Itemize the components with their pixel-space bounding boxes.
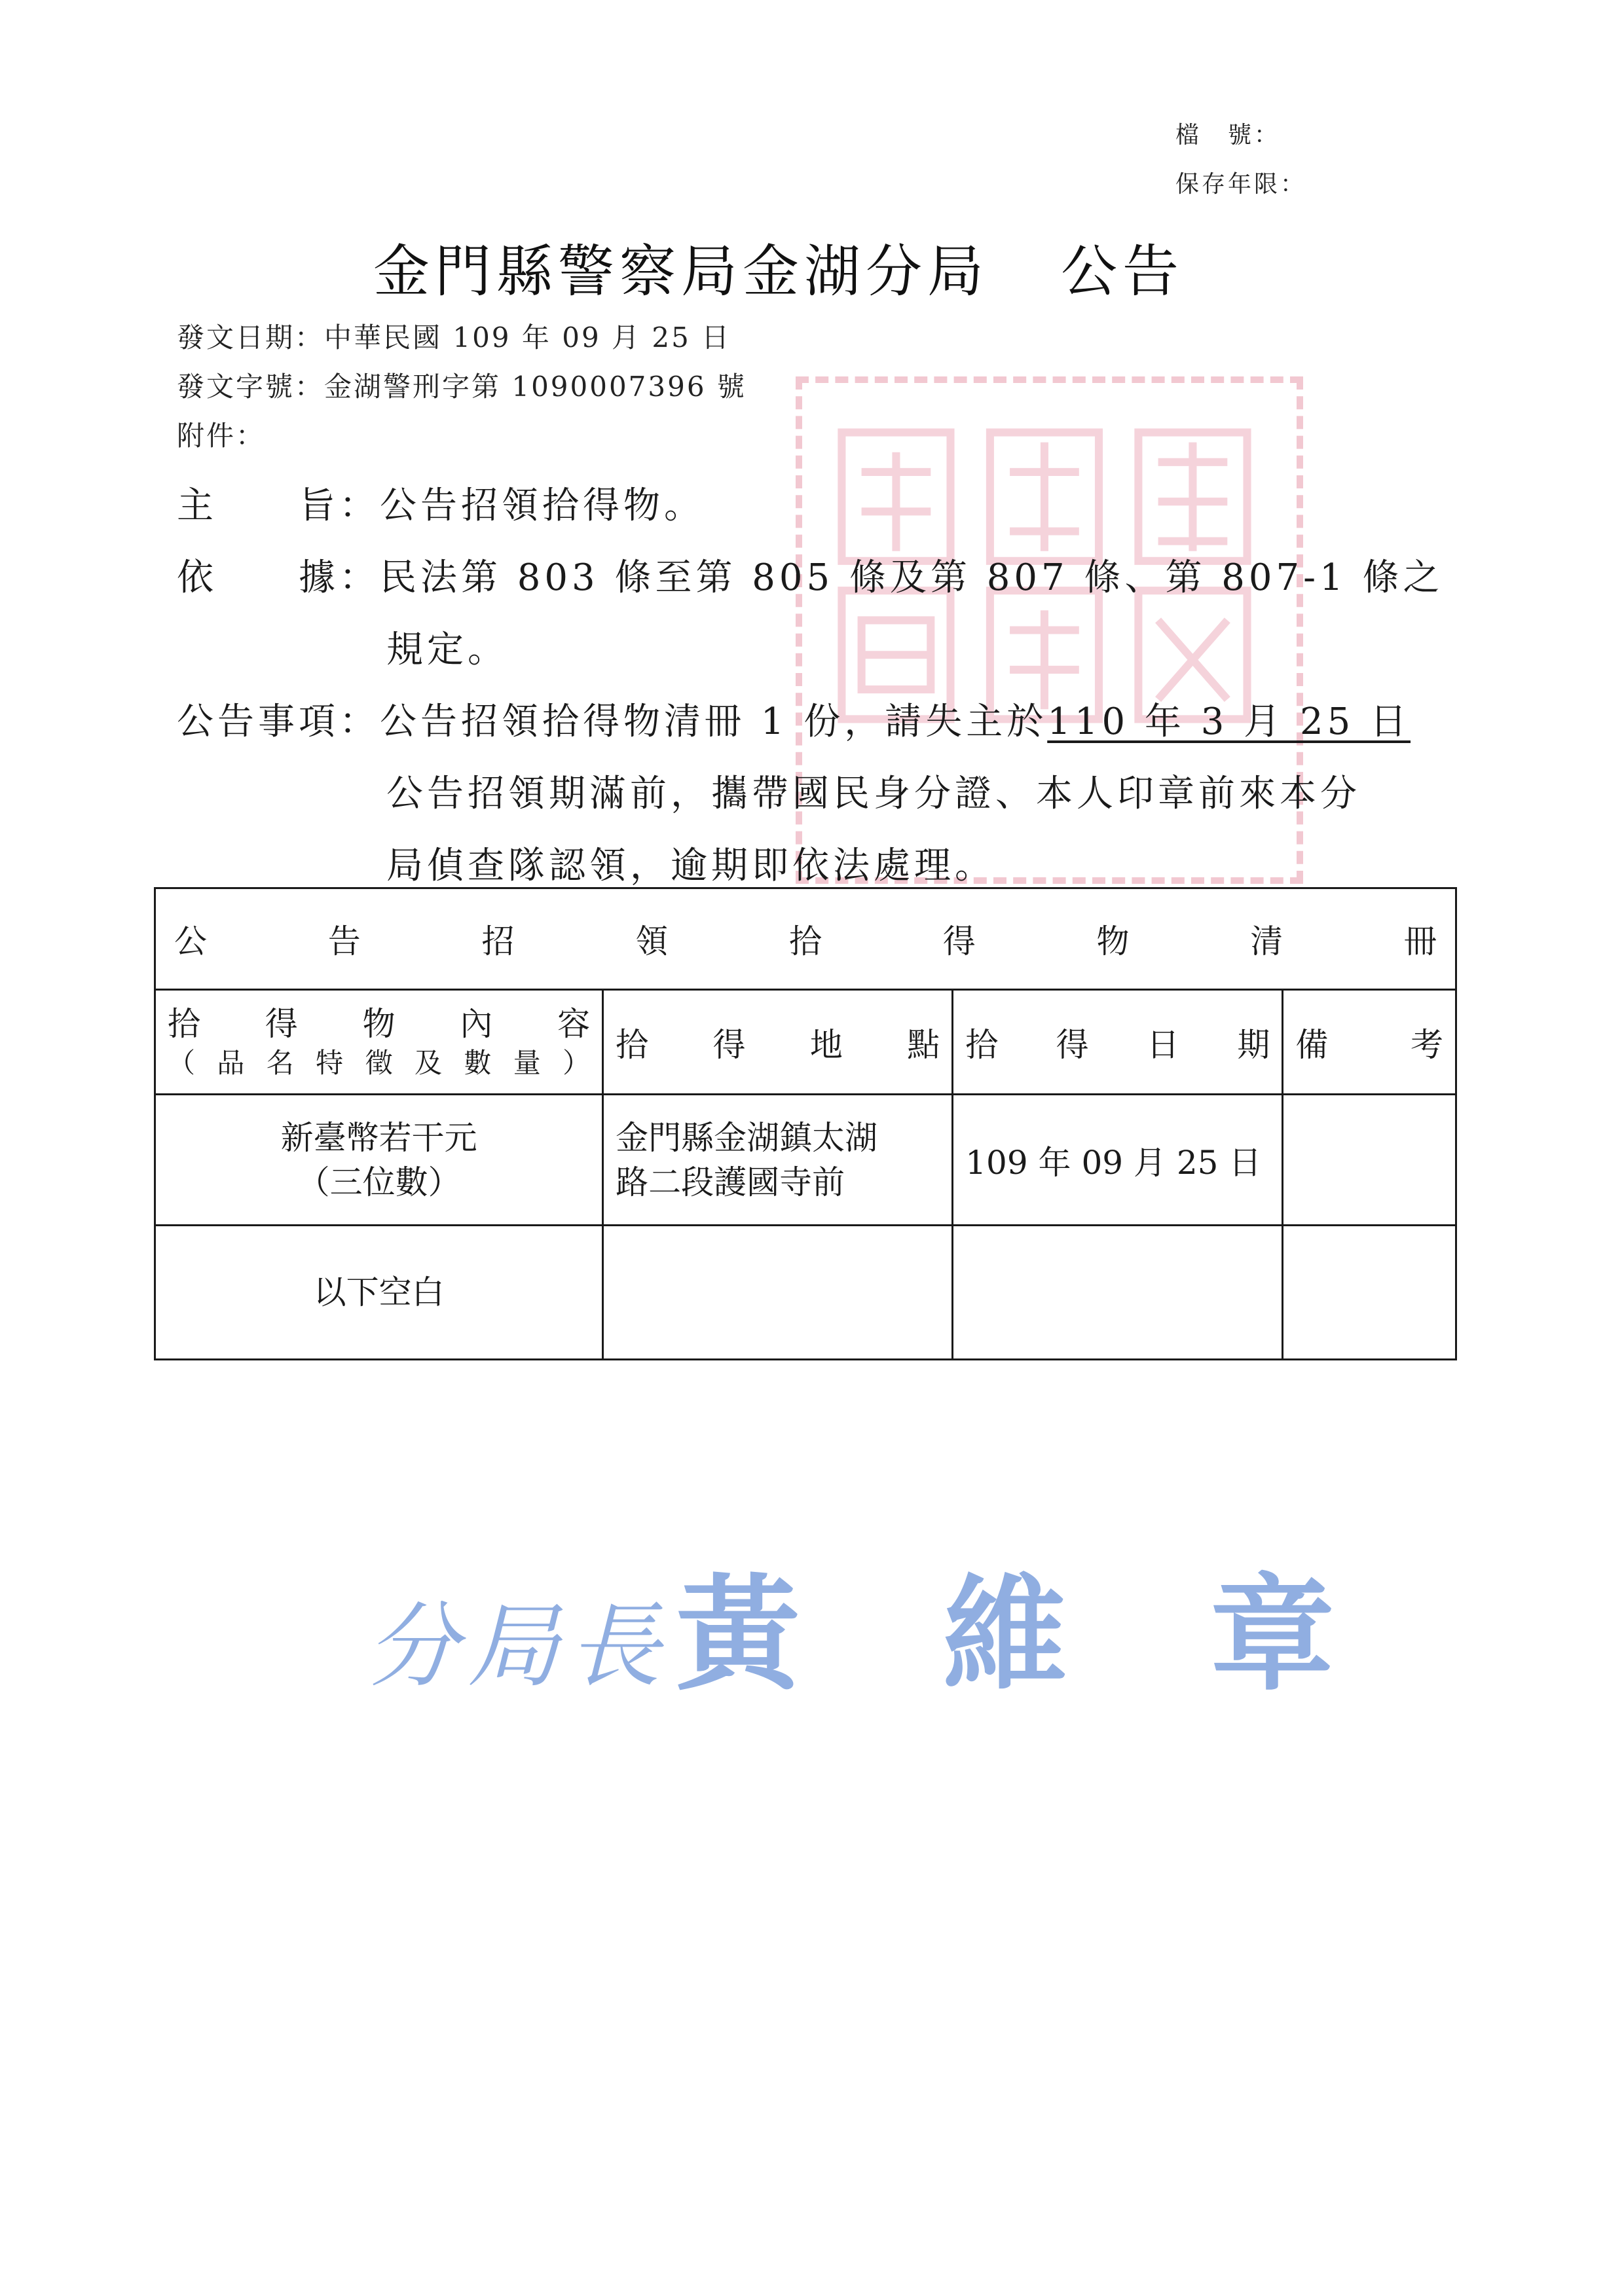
table-title-char: 領	[635, 922, 669, 960]
found-location-line: 路二段護國寺前	[616, 1163, 845, 1201]
header-char: 拾	[965, 1025, 999, 1064]
table-row	[155, 1226, 1456, 1360]
header-char: 量	[513, 1046, 541, 1079]
table-title	[155, 888, 1456, 990]
table-title-char: 招	[481, 922, 515, 960]
header-char: 特	[316, 1046, 344, 1079]
found-location-cell	[603, 1095, 953, 1226]
signer-name: 黃 維 章	[676, 1561, 1344, 1707]
header-char: 拾	[616, 1025, 649, 1064]
header-char: 名	[266, 1046, 294, 1079]
claim-deadline: 110 年 3 月 25 日	[1047, 701, 1411, 743]
notice-text-line-3: 局偵查隊認領，逾期即依法處理。	[386, 845, 995, 887]
subject-label: 主 旨：	[177, 484, 380, 527]
header-found-date	[953, 990, 1283, 1095]
notice-text-line-2: 公告招領期滿前，攜帶國民身分證、本人印章前來本分	[386, 773, 1361, 815]
header-char: 得	[712, 1025, 746, 1064]
document-type: 公告	[1061, 239, 1184, 304]
table-title-char: 拾	[789, 922, 822, 960]
found-date-cell	[953, 1226, 1283, 1360]
table-title-char: 得	[942, 922, 976, 960]
header-char: 地	[809, 1025, 843, 1064]
header-char: 數	[464, 1046, 492, 1079]
table-row	[155, 1095, 1456, 1226]
header-char: 品	[217, 1046, 245, 1079]
header-char: ）	[563, 1046, 591, 1079]
header-char: 得	[265, 1004, 298, 1043]
notice-line	[177, 693, 1411, 745]
item-description-cell	[155, 1226, 603, 1360]
basis-text: 民法第 803 條至第 805 條及第 807 條、第 807-1 條之	[380, 556, 1444, 599]
header-char: 徵	[365, 1046, 393, 1079]
header-char: 點	[907, 1025, 940, 1064]
header-char: 拾	[168, 1004, 200, 1043]
notice-text: 公告招領拾得物清冊 1 份，請失主於	[380, 701, 1048, 743]
attachment-label: 附件：	[177, 420, 266, 452]
header-char: 得	[1056, 1025, 1089, 1064]
found-date-cell	[953, 1095, 1283, 1226]
item-name: 新臺幣若干元	[280, 1118, 477, 1157]
item-description-cell	[155, 1095, 603, 1226]
found-date: 109 年 09 月 25 日	[965, 1143, 1262, 1182]
document-number: 發文字號：金湖警刑字第 1090007396 號	[177, 371, 747, 403]
found-location-cell	[603, 1226, 953, 1360]
header-char: 及	[414, 1046, 442, 1079]
subject-text: 公告招領拾得物。	[380, 484, 705, 527]
notice-label: 公告事項：	[177, 701, 380, 743]
header-found-location	[603, 990, 953, 1095]
header-char: 日	[1146, 1025, 1179, 1064]
header-char: 容	[557, 1004, 591, 1043]
item-detail: （三位數）	[297, 1163, 461, 1201]
remarks-cell	[1283, 1095, 1456, 1226]
basis-text-continued: 規定。	[386, 629, 508, 671]
header-char: 考	[1411, 1025, 1443, 1064]
table-title-row	[155, 888, 1456, 990]
file-number-label: 檔 號：	[1175, 122, 1281, 149]
found-items-table	[154, 887, 1457, 1360]
header-char: 備	[1295, 1025, 1329, 1064]
header-char: （	[168, 1046, 196, 1079]
table-header-row	[155, 990, 1456, 1095]
header-char: 物	[362, 1004, 396, 1043]
issue-date: 發文日期：中華民國 109 年 09 月 25 日	[177, 321, 731, 354]
table-title-char: 物	[1096, 922, 1130, 960]
table-title-char: 告	[327, 922, 361, 960]
header-char: 內	[460, 1004, 493, 1043]
retention-period-label: 保存年限：	[1175, 171, 1307, 198]
header-remarks	[1283, 990, 1456, 1095]
signature-stamp	[367, 1535, 1344, 1714]
subject-line	[177, 477, 705, 529]
header-char: 期	[1237, 1025, 1270, 1064]
basis-line	[177, 549, 1444, 601]
blank-below-note: 以下空白	[313, 1273, 445, 1311]
table-title-char: 清	[1250, 922, 1283, 960]
signer-title: 分局長	[367, 1594, 670, 1700]
header-item-description	[155, 990, 603, 1095]
basis-label: 依 據：	[177, 556, 380, 599]
table-title-char: 冊	[1404, 922, 1437, 960]
document-title	[373, 226, 1184, 307]
table-title-char: 公	[174, 922, 207, 960]
found-location-line: 金門縣金湖鎮太湖	[616, 1118, 878, 1157]
issuing-organization: 金門縣警察局金湖分局	[373, 239, 989, 304]
remarks-cell	[1283, 1226, 1456, 1360]
